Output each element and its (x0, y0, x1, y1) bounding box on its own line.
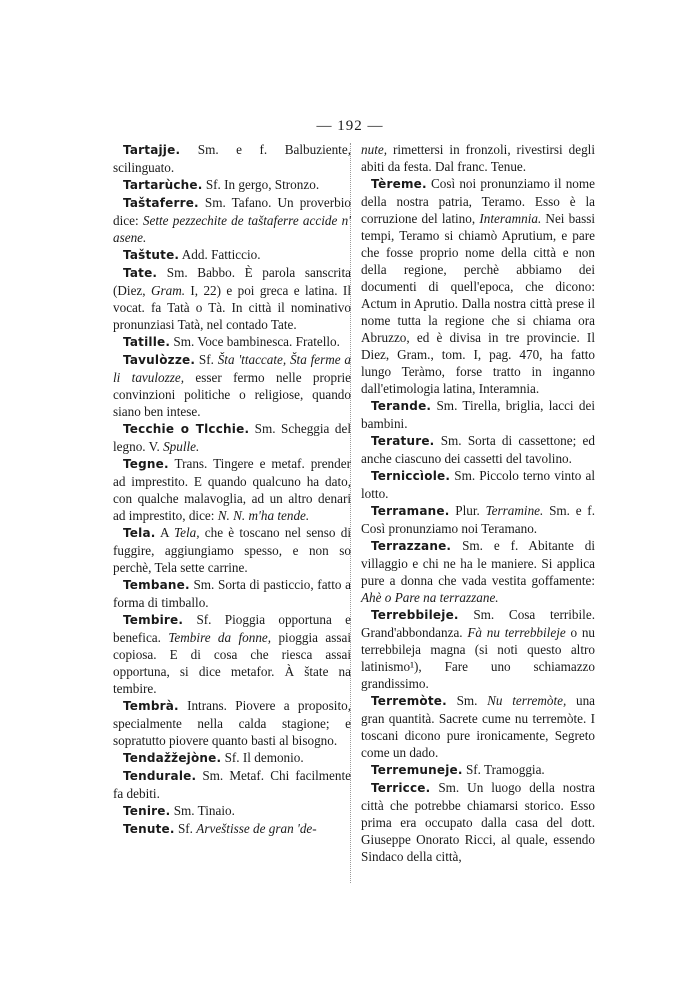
entry-text: Sf. In gergo, Stronzo. (202, 177, 320, 192)
dictionary-entry (113, 351, 351, 420)
entry-headword: Terremòte. (371, 694, 447, 708)
entry-headword: Tartarùche. (123, 178, 203, 192)
entry-example: Interamnia. (479, 211, 542, 226)
dictionary-entry (361, 502, 595, 537)
dictionary-entry (113, 749, 351, 767)
entry-headword: Tecchie o Tlcchie. (123, 422, 250, 436)
entry-example: Sette pezzechite de taštaferre accide n' asene. (113, 213, 351, 245)
entry-headword: Tartajje. (123, 143, 181, 157)
entry-text: che è toscano nel senso di fuggire, aggiungiamo spesso, e non so perchè, Tela sette carrine. (113, 525, 351, 575)
entry-text: Sf. Tramoggia. (462, 762, 545, 777)
entry-text: Add. Fatticcio. (179, 247, 261, 262)
entry-example: Ahè o Pare na terrazzane. (361, 590, 499, 605)
entry-text: Sm. Sorta di cassettone; ed anche ciascuno dei cassetti del tavolino. (361, 433, 595, 466)
entry-headword: Tate. (123, 266, 158, 280)
entry-text: Sm. Voce bambinesca. Fratello. (170, 334, 340, 349)
entry-text: Sm. Cosa terribile. Grand'abbondanza. (361, 607, 595, 640)
entry-text: Intrans. Piovere a proposito, specialmente nella calda stagione; e sopratutto piovere quanto basti al bisogno. (113, 698, 351, 748)
entry-text: esser fermo nelle proprie convinzioni politiche o religiose, quando siano ben intese. (113, 370, 351, 419)
entry-text: Sm. e f. Abitante di villaggio e chi ne ha le maniere. Si applica pure a donna che vada vestita goffamente: (361, 538, 595, 588)
entry-headword: Terande. (371, 399, 432, 413)
entry-text: Sm. Metaf. Chi facilmente fa debiti. (113, 768, 351, 801)
entry-text: Sm. Babbo. È parola sanscrita (Diez, (113, 265, 351, 298)
entry-text: Sf. (195, 352, 218, 367)
entry-example: Šta 'ttaccate, Šta ferme a li tavulozze, (113, 352, 351, 385)
entry-text: Sm. e f. Balbuziente, scilinguato. (113, 142, 351, 175)
dictionary-entry (113, 767, 351, 802)
entry-text: Trans. Tingere e metaf. prender ad imprestito. E quando qualcuno ha dato, con qualche malavoglia, ad un altro denari ad imprestito, dice: (113, 456, 351, 523)
entry-headword: Tegne. (123, 457, 169, 471)
entry-headword: Tembire. (123, 613, 184, 627)
left-column (113, 141, 351, 838)
dictionary-entry (361, 467, 595, 502)
dictionary-entry (361, 175, 595, 397)
entry-headword: Tendažžejòne. (123, 751, 222, 765)
entry-headword: Tavulòzze. (123, 353, 196, 367)
entry-text: Sf. Pioggia opportuna e benefica. (113, 612, 351, 645)
entry-headword: Taštute. (123, 248, 180, 262)
entry-text: Sf. (174, 821, 197, 836)
entry-text: Sm. Sorta di pasticcio, fatto a forma di timballo. (113, 577, 351, 610)
dictionary-entry (113, 524, 351, 576)
entry-headword: Tela. (123, 526, 156, 540)
entry-headword: Tatille. (123, 335, 171, 349)
entry-headword: Tenire. (123, 804, 171, 818)
entry-headword: Tembane. (123, 578, 190, 592)
dictionary-entry (361, 537, 595, 606)
entry-text: Sm. Scheggia del legno. V. (113, 421, 351, 454)
page-number: — 192 — (316, 118, 384, 134)
dictionary-entry (113, 576, 351, 611)
entry-headword: Taštaferre. (123, 196, 199, 210)
entry-text: A (155, 525, 175, 540)
entry-text: Sm. Tirella, briglia, lacci dei bambini. (361, 398, 595, 431)
dictionary-entry (113, 802, 351, 820)
entry-headword: Terremuneje. (371, 763, 463, 777)
entry-example: Fà nu terrebbileje (467, 625, 566, 640)
entry-text: pioggia assai copiosa. E di cosa che riesca assai opportuna, si dice metafor. À štate na tembire. (113, 630, 351, 696)
dictionary-entry (361, 397, 595, 432)
dictionary-entry (361, 779, 595, 865)
dictionary-entry (361, 761, 595, 779)
entry-headword: Tèreme. (371, 177, 427, 191)
entry-headword: Terrazzane. (371, 539, 452, 553)
entry-text: Sf. Il demonio. (221, 750, 304, 765)
dictionary-entry (113, 264, 351, 333)
entry-text: Plur. (449, 503, 486, 518)
dictionary-entry (113, 697, 351, 749)
entry-text: Sm. Un luogo della nostra città che potrebbe chiamarsi storico. Esso prima era occupato dalla casa del dott. Giuseppe Onorato Ricci, al quale, essendo Sindaco della città, (361, 780, 595, 864)
entry-text: Sm. Tafano. Un proverbio dice: (113, 195, 351, 228)
dictionary-entry (113, 246, 351, 264)
entry-headword: Terramane. (371, 504, 450, 518)
dictionary-entry (113, 194, 351, 246)
entry-example: Terramine. (485, 503, 544, 518)
entry-headword: Terricce. (371, 781, 431, 795)
entry-text: una gran quantità. Sacrete cume nu terremòte. I toscani dicono pure ironicamente, Segreto come un dado. (361, 693, 596, 760)
entry-text: Nei bassi tempi, Teramo si chiamò Aprutium, e pare che fosse proprio nome della città e non della regione, perchè abbiamo dei documenti di quell'epoca, che dicono: Actum in Aprutio. Dalla nostra città prese il nome tutta la regione che si chiama ora Abruzzo, ed è divisa in tre provincie. Il Diez, Gram., tom. I, pag. 470, ha fatto lungo Teràmo, forse tratto in inganno dall'etimologia latina, Interamnia. (361, 211, 596, 396)
entry-headword: Terniccìole. (371, 469, 451, 483)
entry-text: I, 22) e poi greca e latina. Il vocat. fa Tatà o Tà. In città il nominativo pronunziasi Tatà, nel contado Tate. (113, 283, 351, 332)
entry-headword: Terature. (371, 434, 435, 448)
dictionary-entry (113, 611, 351, 697)
entry-text: Sm. Piccolo terno vinto al lotto. (361, 468, 595, 501)
entry-example: N. N. m'ha tende. (217, 508, 310, 523)
entry-example: Tembire da fonne, (168, 630, 272, 645)
dictionary-entry (361, 606, 595, 692)
dictionary-entry (361, 692, 595, 761)
dictionary-entry (113, 141, 351, 176)
dictionary-entry (113, 820, 351, 838)
dictionary-entry (361, 432, 595, 467)
dictionary-entry (113, 420, 351, 455)
dictionary-entry (113, 176, 351, 194)
dictionary-entry (361, 141, 595, 175)
entry-text: Così noi pronunziamo il nome della nostra patria, Teramo. Esso è la corruzione del latino, (361, 176, 595, 226)
entry-example: Spulle. (163, 439, 200, 454)
entry-text: Sm. (446, 693, 488, 708)
entry-headword: Tenute. (123, 822, 175, 836)
entry-text: Sm. Tinaio. (170, 803, 235, 818)
entry-text: rimettersi in fronzoli, rivestirsi degli abiti da festa. Dal franc. Tenue. (361, 142, 595, 174)
entry-headword: Tendurale. (123, 769, 197, 783)
entry-example: Arveštisse de gran 'de- (196, 821, 317, 836)
entry-example: Nu terremòte, (487, 693, 567, 708)
entry-headword: Terrebbileje. (371, 608, 459, 622)
entry-headword: Tembrà. (123, 699, 179, 713)
dictionary-entry (113, 455, 351, 524)
right-column (361, 141, 595, 865)
entry-example: Gram. (150, 283, 186, 298)
entry-example: nute, (361, 142, 388, 157)
dictionary-entry (113, 333, 351, 351)
entry-text: o nu terrebbileja magna (si noti questo altro latinismo¹), Fare uno schiamazzo grandissimo. (361, 625, 596, 691)
entry-example: Tela, (174, 525, 200, 540)
entry-text: Sm. e f. Così pronunziamo noi Teramano. (361, 503, 595, 536)
